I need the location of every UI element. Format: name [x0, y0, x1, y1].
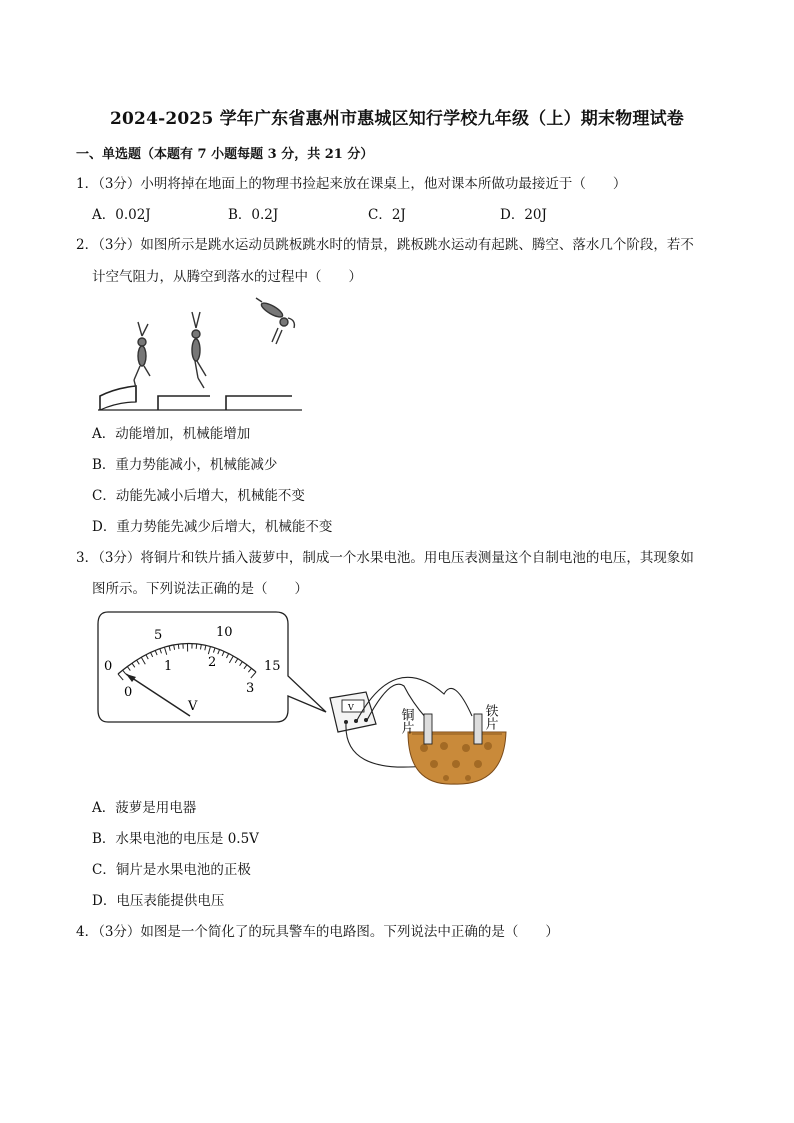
lower-scale-1: 1 [164, 659, 173, 674]
lower-scale-3: 3 [246, 681, 255, 696]
q2-option-a: A．动能增加，机械能增加 [92, 426, 251, 442]
lower-scale-0: 0 [124, 685, 133, 700]
svg-text:V: V [348, 703, 354, 712]
iron-label: 铁片 [482, 704, 498, 730]
q3-option-b: B．水果电池的电压是 0.5V [92, 831, 259, 847]
question-3 [76, 549, 694, 567]
upper-scale-5: 5 [154, 628, 163, 643]
voltmeter-icon [330, 692, 376, 732]
question-text: （3分）将铜片和铁片插入菠萝中，制成一个水果电池。用电压表测量这个自制电池的电压，其现象如 [98, 550, 694, 566]
question-number: 3． [76, 550, 99, 566]
q1-option-a: A．0.02J [92, 207, 151, 223]
question-1 [76, 175, 626, 193]
q1-option-b: B．0.2J [228, 207, 279, 223]
q1-option-c: C．2J [368, 207, 406, 223]
q2-option-b: B．重力势能减小，机械能减少 [92, 457, 278, 473]
iron-plate [474, 714, 482, 744]
question-2-continued: 计空气阻力，从腾空到落水的过程中（ ） [92, 269, 362, 285]
question-text: （3分）小明将掉在地面上的物理书捡起来放在课桌上，他对课本所做功最接近于（ ） [98, 176, 627, 192]
diving-figure [96, 292, 306, 414]
question-3-continued: 图所示。下列说法正确的是（ ） [92, 581, 308, 597]
upper-scale-15: 15 [264, 659, 281, 674]
copper-label: 铜片 [398, 708, 414, 734]
q2-option-d: D．重力势能先减少后增大，机械能不变 [92, 519, 333, 535]
lower-scale-2: 2 [208, 655, 217, 670]
section-heading: 一、单选题（本题有 7 小题每题 3 分，共 21 分） [76, 147, 374, 162]
unit-label: V [188, 699, 198, 714]
q3-option-a: A．菠萝是用电器 [92, 800, 197, 816]
question-text: （3分）如图是一个简化了的玩具警车的电路图。下列说法中正确的是（ ） [98, 924, 559, 940]
question-4 [76, 923, 559, 941]
upper-scale-0: 0 [104, 659, 113, 674]
q1-option-d: D．20J [500, 207, 547, 223]
question-number: 4． [76, 924, 99, 940]
fruit-battery-figure [94, 606, 514, 786]
q2-option-c: C．动能先减小后增大，机械能不变 [92, 488, 305, 504]
copper-plate [424, 714, 432, 744]
exam-title: 2024-2025 学年广东省惠州市惠城区知行学校九年级（上）期末物理试卷 [109, 109, 684, 129]
upper-scale-10: 10 [216, 625, 233, 640]
q3-option-d: D．电压表能提供电压 [92, 893, 225, 909]
dial-tick [178, 644, 179, 649]
question-number: 2． [76, 237, 99, 253]
question-2 [76, 236, 694, 254]
question-number: 1． [76, 176, 99, 192]
question-text: （3分）如图所示是跳水运动员跳板跳水时的情景，跳板跳水运动有起跳、腾空、落水几个阶段，若不 [98, 237, 694, 253]
q3-option-c: C．铜片是水果电池的正极 [92, 862, 251, 878]
